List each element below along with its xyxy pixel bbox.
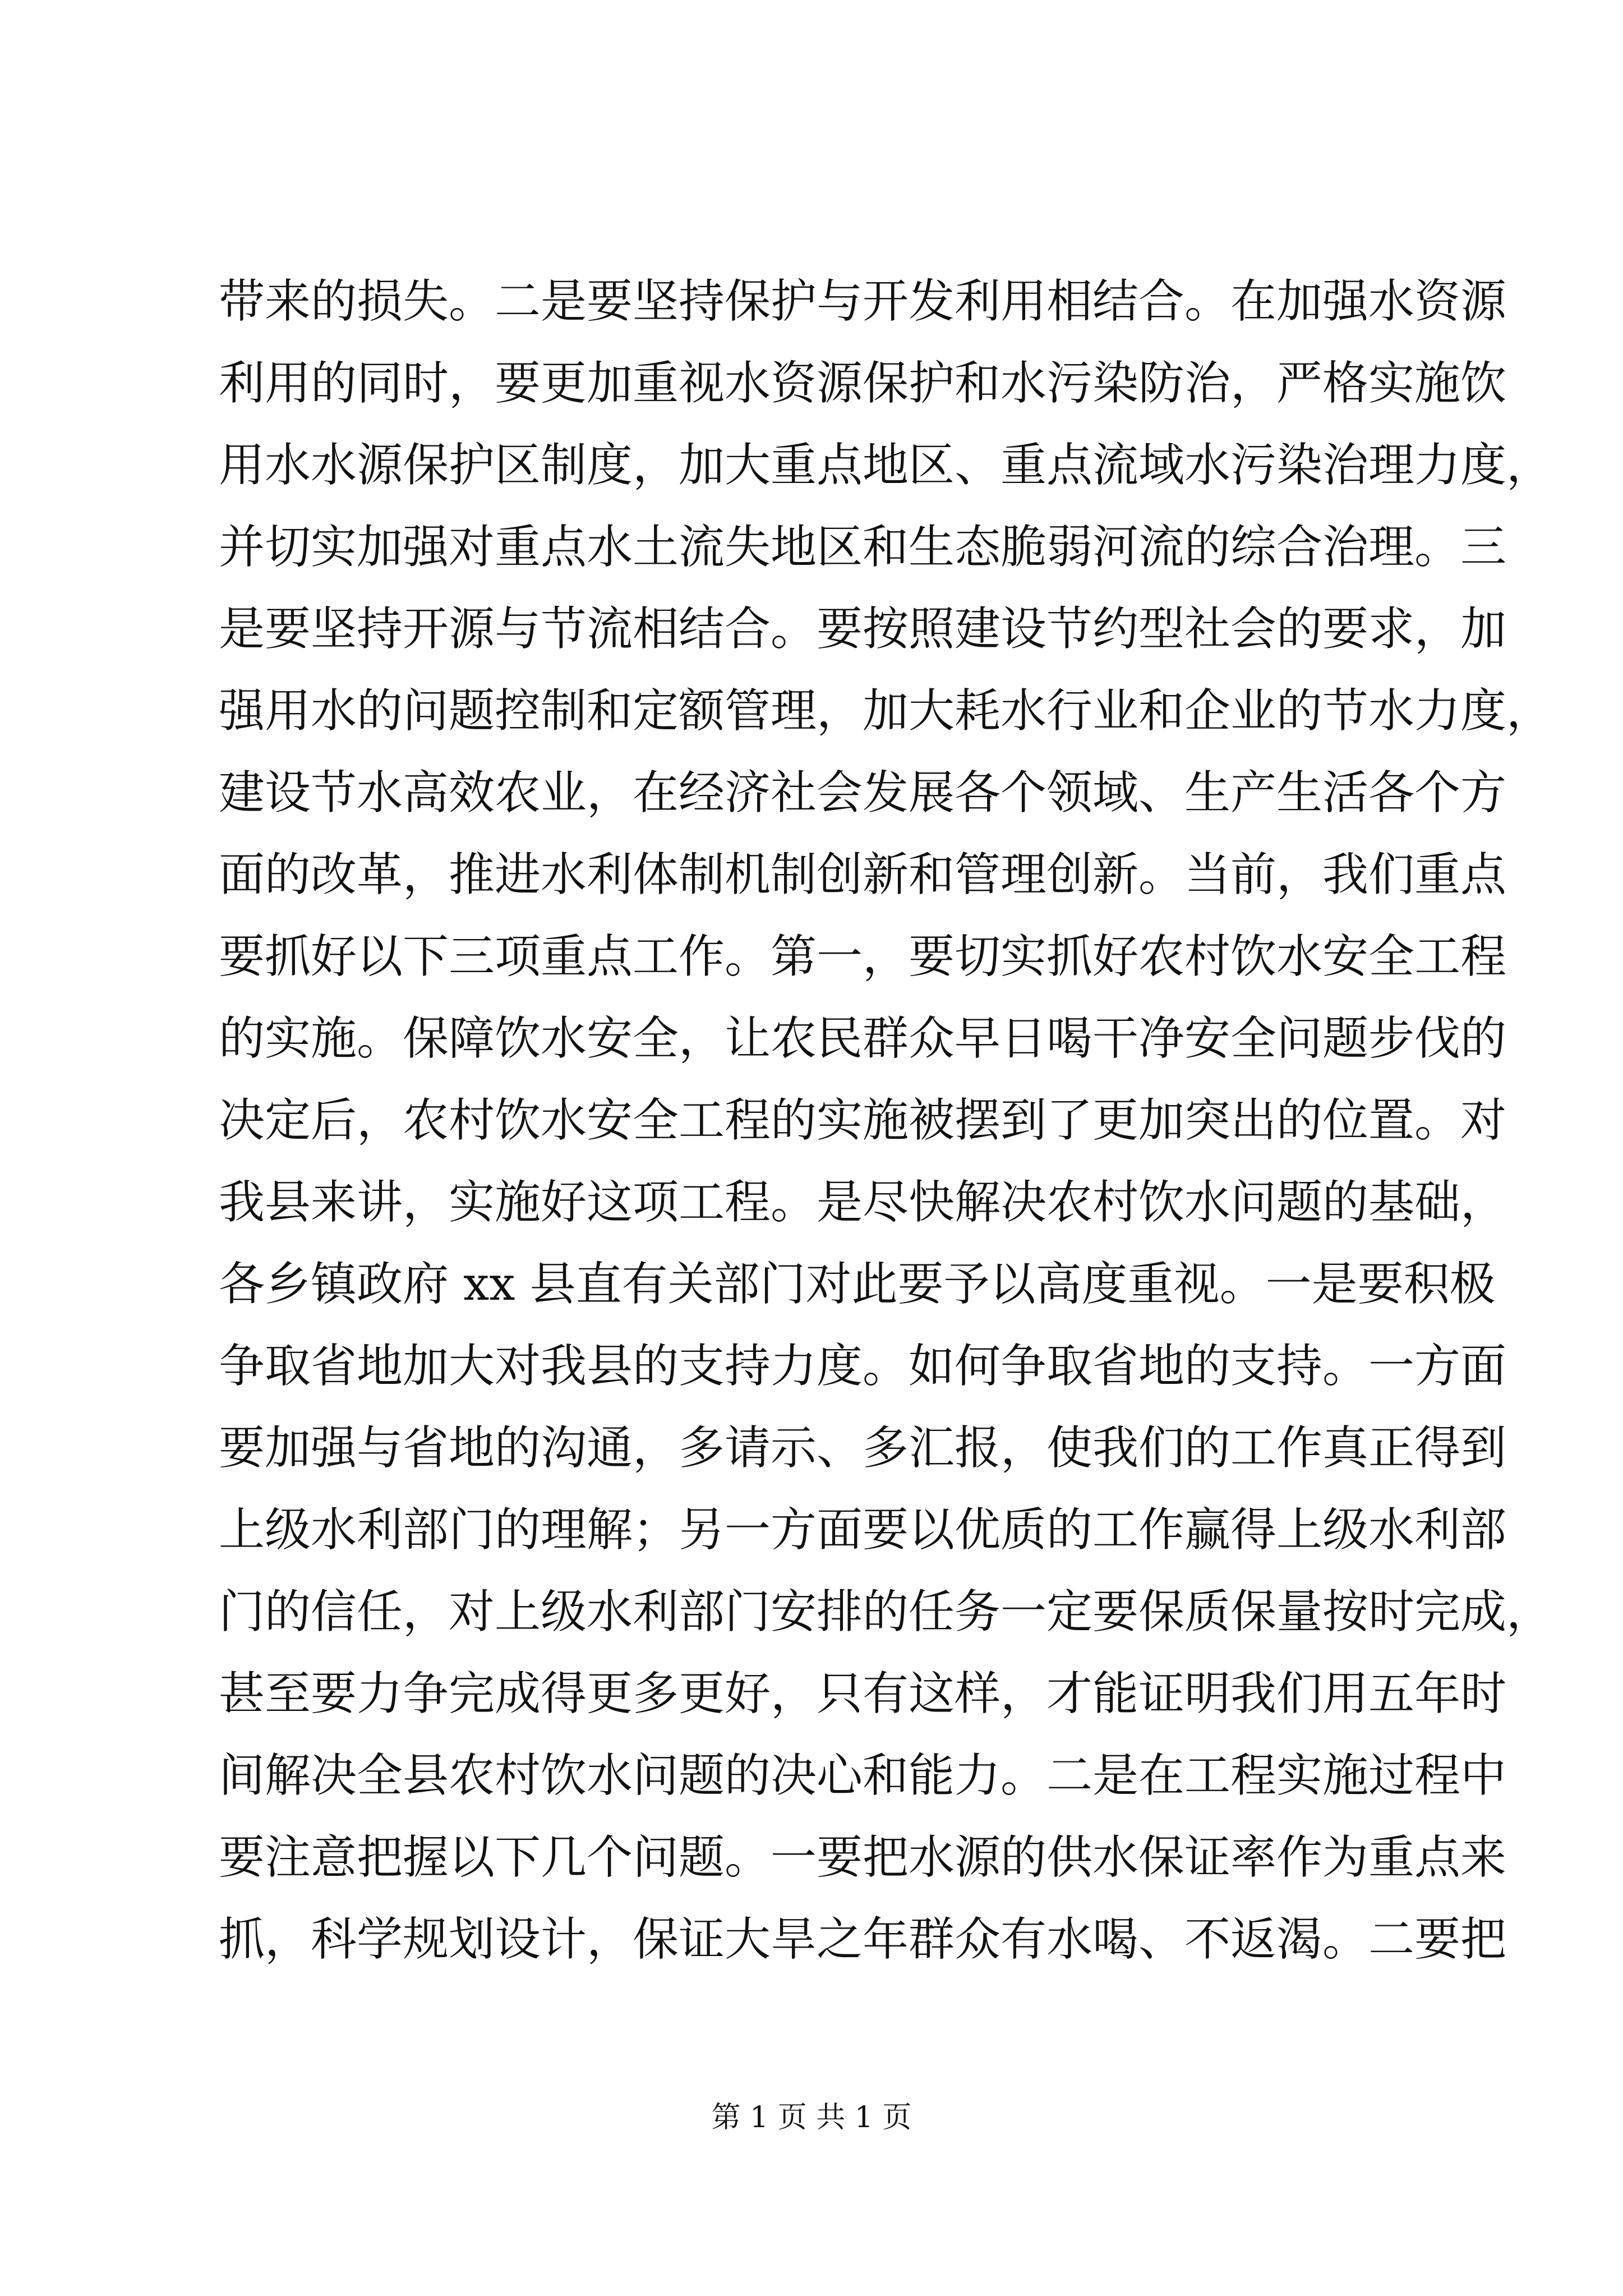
text-line: 上级水利部门的理解；另一方面要以优质的工作赢得上级水利部 — [219, 1503, 1507, 1557]
text-line: 带来的损失。二是要坚持保护与开发利用相结合。在加强水资源 — [219, 275, 1507, 328]
text-line: 间解决全县农村饮水问题的决心和能力。二是在工程实施过程中 — [219, 1749, 1507, 1802]
text-line: 要注意把握以下几个问题。一要把水源的供水保证率作为重点来 — [219, 1831, 1507, 1884]
text-line: 各乡镇政府 xx 县直有关部门对此要予以高度重视。一是要积极 — [219, 1258, 1496, 1311]
text-line: 甚至要力争完成得更多更好，只有这样，才能证明我们用五年时 — [219, 1667, 1507, 1720]
text-line: 面的改革，推进水利体制机制创新和管理创新。当前，我们重点 — [219, 848, 1507, 901]
text-line: 门的信任，对上级水利部门安排的任务一定要保质保量按时完成， — [219, 1585, 1553, 1639]
text-line: 用水水源保护区制度，加大重点地区、重点流域水污染治理力度， — [219, 439, 1553, 492]
text-line: 利用的同时，要更加重视水资源保护和水污染防治，严格实施饮 — [219, 357, 1507, 410]
text-line: 建设节水高效农业，在经济社会发展各个领域、生产生活各个方 — [219, 766, 1507, 820]
page-footer: 第 1 页 共 1 页 — [711, 2101, 912, 2134]
text-line: 争取省地加大对我县的支持力度。如何争取省地的支持。一方面 — [219, 1340, 1507, 1393]
text-line: 并切实加强对重点水土流失地区和生态脆弱河流的综合治理。三 — [219, 521, 1507, 574]
text-line: 是要坚持开源与节流相结合。要按照建设节约型社会的要求，加 — [219, 602, 1507, 656]
text-line: 要加强与省地的沟通，多请示、多汇报，使我们的工作真正得到 — [219, 1421, 1507, 1475]
text-line: 的实施。保障饮水安全，让农民群众早日喝干净安全问题步伐的 — [219, 1012, 1507, 1065]
text-line: 要抓好以下三项重点工作。第一，要切实抓好农村饮水安全工程 — [219, 930, 1507, 983]
text-line: 抓，科学规划设计，保证大旱之年群众有水喝、不返渴。二要把 — [219, 1913, 1507, 1966]
text-line: 决定后，农村饮水安全工程的实施被摆到了更加突出的位置。对 — [219, 1094, 1507, 1147]
body-text — [219, 261, 1553, 1981]
text-line: 我县来讲，实施好这项工程。是尽快解决农村饮水问题的基础， — [219, 1176, 1507, 1229]
text-line: 强用水的问题控制和定额管理，加大耗水行业和企业的节水力度， — [219, 684, 1553, 738]
